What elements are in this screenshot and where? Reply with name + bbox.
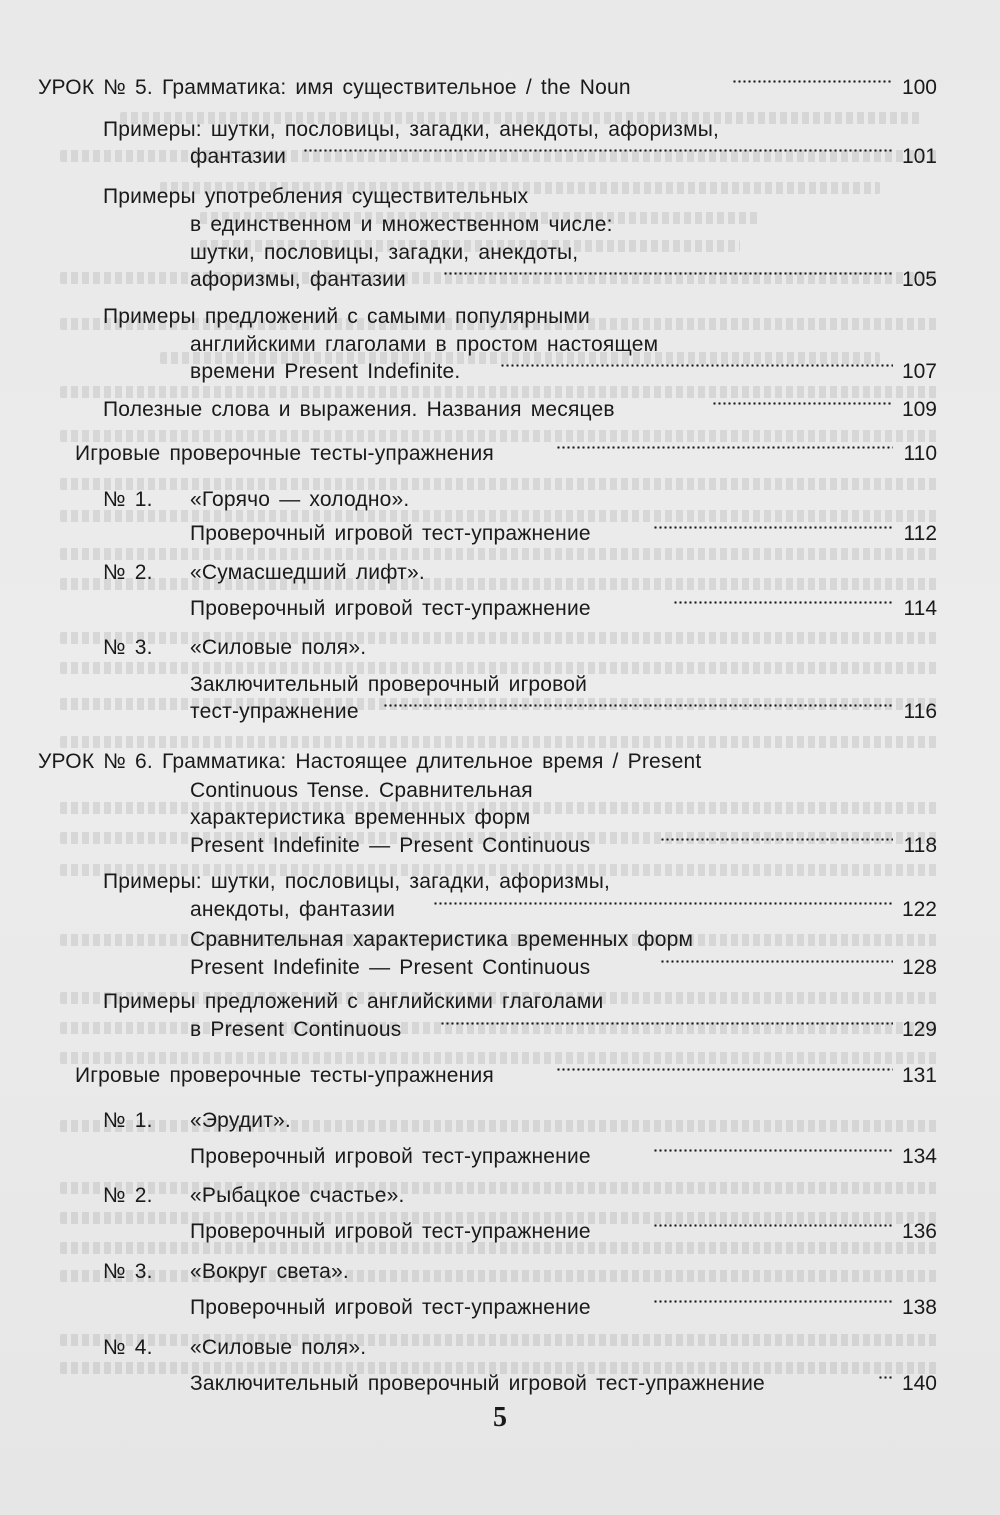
toc-leader-dots <box>440 1022 893 1025</box>
toc-section-tests: Игровые проверочные тесты-упражнения <box>75 1064 494 1087</box>
toc-test-number: № 1. <box>103 488 153 511</box>
toc-entry-line: тест-упражнение <box>190 700 359 723</box>
toc-page-number: 105 <box>901 268 937 291</box>
toc-entry-line: английскими глаголами в простом настоящем <box>190 333 659 356</box>
toc-leader-dots <box>653 1300 893 1303</box>
toc-entry-line: Заключительный проверочный игровой <box>190 673 588 696</box>
toc-entry-line: Present Indefinite — Present Continuous <box>190 834 591 857</box>
toc-entry-line: анекдоты, фантазии <box>190 898 396 921</box>
toc-entry-line: Примеры употребления существительных <box>103 185 529 208</box>
toc-entry-line: фантазии <box>190 145 287 168</box>
toc-entry-line: времени Present Indefinite. <box>190 360 461 383</box>
toc-entry-line: Примеры предложений с самыми популярными <box>103 305 590 328</box>
toc-leader-dots <box>303 149 893 152</box>
toc-entry-line: Present Indefinite — Present Continuous <box>190 956 591 979</box>
toc-entry-line: Полезные слова и выражения. Названия месяцев <box>103 398 615 421</box>
toc-leader-dots <box>556 446 893 449</box>
toc-test-number: № 1. <box>103 1109 153 1132</box>
toc-page-number: 129 <box>901 1018 937 1041</box>
toc-test-number: № 3. <box>103 636 153 659</box>
toc-page-number: 109 <box>901 398 937 421</box>
toc-page-number: 122 <box>901 898 937 921</box>
toc-entry-lesson-6-title: УРОК № 6. Грамматика: Настоящее длительное время / Present <box>38 750 702 773</box>
toc-section-tests: Игровые проверочные тесты-упражнения <box>75 442 494 465</box>
toc-entry-line: Примеры предложений с английскими глаголами <box>103 990 604 1013</box>
toc-entry-line: характеристика временных форм <box>190 806 531 829</box>
toc-page-number: 128 <box>901 956 937 979</box>
toc-leader-dots <box>433 902 893 905</box>
toc-page-number: 116 <box>903 700 937 723</box>
toc-leader-dots <box>660 960 893 963</box>
toc-page-number: 101 <box>901 145 937 168</box>
toc-leader-dots <box>660 838 893 841</box>
toc-leader-dots <box>712 402 893 405</box>
toc-entry-line: Заключительный проверочный игровой тест-упражнение <box>190 1372 765 1395</box>
toc-page-number: 118 <box>903 834 937 857</box>
toc-test-number: № 2. <box>103 561 153 584</box>
toc-entry-line: Примеры: шутки, пословицы, загадки, анекдоты, афоризмы, <box>103 118 720 141</box>
toc-entry-line: Проверочный игровой тест-упражнение <box>190 1220 591 1243</box>
toc-leader-dots <box>653 1224 893 1227</box>
toc-leader-dots <box>673 601 893 604</box>
toc-entry-lesson-5-title: УРОК № 5. Грамматика: имя существительное / the Noun <box>38 76 631 99</box>
toc-entry-line: Примеры: шутки, пословицы, загадки, афоризмы, <box>103 870 611 893</box>
toc-page-number: 140 <box>901 1372 937 1395</box>
page-footer-number: 5 <box>493 1402 507 1433</box>
toc-leader-dots <box>500 364 893 367</box>
toc-entry-line: «Сумасшедший лифт». <box>190 561 425 584</box>
toc-page-number: 107 <box>901 360 937 383</box>
toc-page-number: 100 <box>901 76 937 99</box>
toc-leader-dots <box>653 1149 893 1152</box>
toc-entry-line: Проверочный игровой тест-упражнение <box>190 522 591 545</box>
toc-test-number: № 4. <box>103 1336 153 1359</box>
toc-page-number: 112 <box>903 522 937 545</box>
toc-entry-line: шутки, пословицы, загадки, анекдоты, <box>190 241 579 264</box>
toc-page-number: 136 <box>901 1220 937 1243</box>
toc-entry-line: в единственном и множественном числе: <box>190 213 613 236</box>
toc-entry-line: «Вокруг света». <box>190 1260 349 1283</box>
toc-entry-line: Сравнительная характеристика временных форм <box>190 928 694 951</box>
toc-entry-line: «Горячо — холодно». <box>190 488 410 511</box>
toc-entry-line: «Эрудит». <box>190 1109 291 1132</box>
toc-entry-line: Проверочный игровой тест-упражнение <box>190 597 591 620</box>
toc-page-number: 110 <box>903 442 937 465</box>
toc-page-number: 131 <box>901 1064 937 1087</box>
toc-entry-line: «Силовые поля». <box>190 636 367 659</box>
toc-entry-line: «Силовые поля». <box>190 1336 367 1359</box>
toc-entry-line: Проверочный игровой тест-упражнение <box>190 1296 591 1319</box>
toc-entry-line: Проверочный игровой тест-упражнение <box>190 1145 591 1168</box>
toc-leader-dots <box>732 80 892 83</box>
toc-leader-dots <box>443 272 893 275</box>
toc-entry-line: в Present Continuous <box>190 1018 402 1041</box>
toc-entry-line: «Рыбацкое счастье». <box>190 1184 405 1207</box>
toc-entry-line: Continuous Tense. Сравнительная <box>190 779 533 802</box>
toc-entry-line: афоризмы, фантазии <box>190 268 406 291</box>
toc-page-number: 138 <box>901 1296 937 1319</box>
toc-leader-dots <box>653 526 893 529</box>
toc-test-number: № 3. <box>103 1260 153 1283</box>
toc-leader-dots <box>383 704 893 707</box>
toc-leader-dots <box>556 1068 893 1071</box>
toc-page-number: 114 <box>903 597 937 620</box>
toc-test-number: № 2. <box>103 1184 153 1207</box>
toc-page-number: 134 <box>901 1145 937 1168</box>
